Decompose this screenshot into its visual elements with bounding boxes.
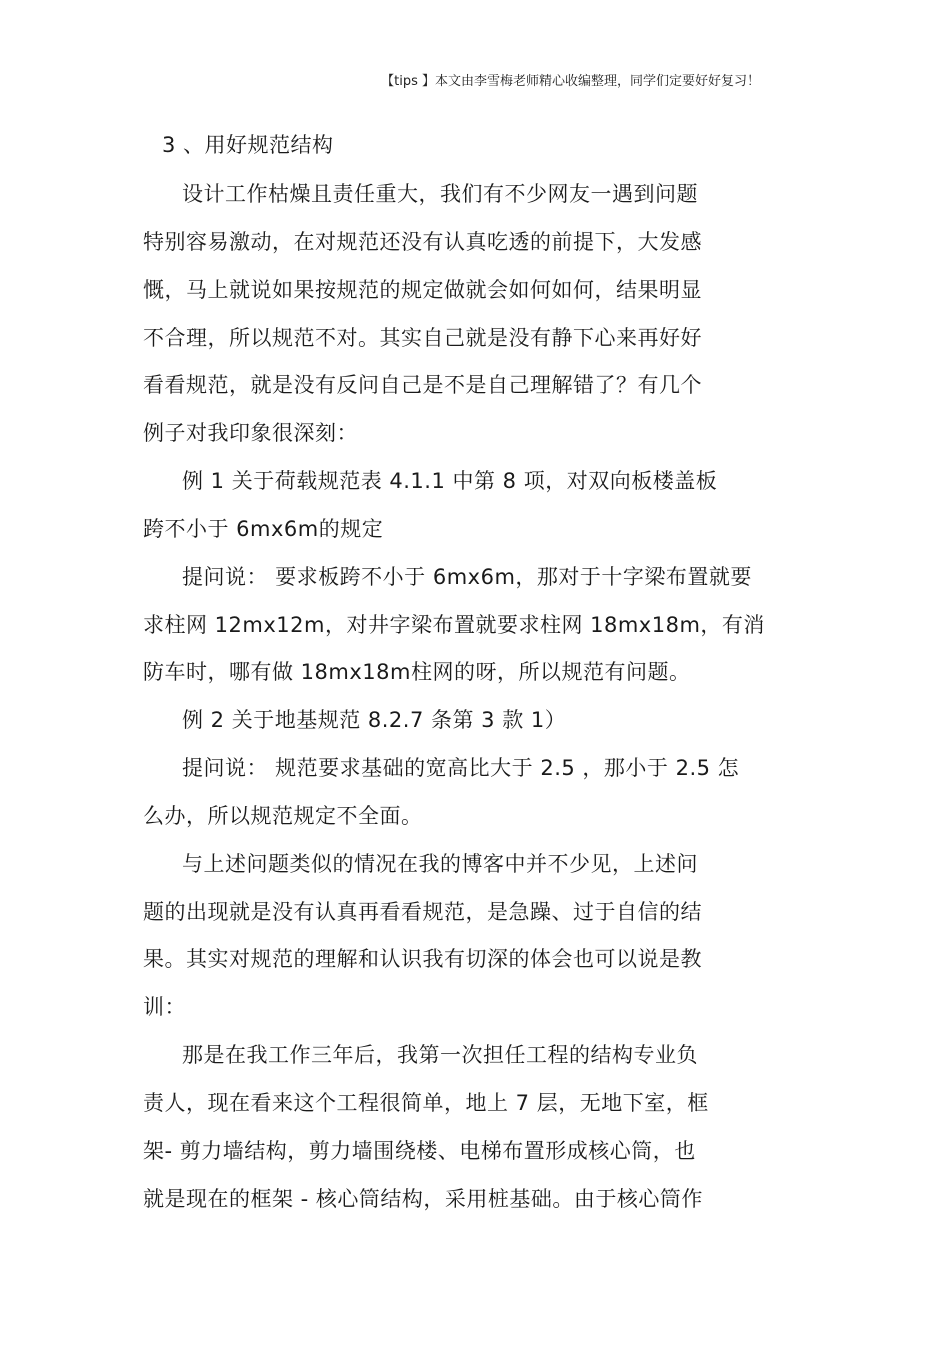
body-line: 防车时，哪有做 18mx18m柱网的呀，所以规范有问题。 (143, 660, 691, 684)
body-line: 架- 剪力墙结构，剪力墙围绕楼、电梯布置形成核心筒，也 (143, 1139, 696, 1163)
body-line: 看看规范，就是没有反问自己是不是自己理解错了？有几个 (143, 373, 702, 397)
section-heading: 3 、用好规范结构 (162, 133, 334, 157)
body-line: 跨不小于 6mx6m的规定 (143, 517, 384, 541)
body-line: 例 2 关于地基规范 8.2.7 条第 3 款 1） (182, 708, 567, 732)
body-line: 不合理，所以规范不对。其实自己就是没有静下心来再好好 (143, 326, 702, 350)
body-line: 那是在我工作三年后，我第一次担任工程的结构专业负 (182, 1043, 698, 1067)
body-line: 慨，马上就说如果按规范的规定做就会如何如何，结果明显 (143, 278, 702, 302)
body-line: 就是现在的框架 - 核心筒结构，采用桩基础。由于核心筒作 (143, 1187, 703, 1211)
body-line: 与上述问题类似的情况在我的博客中并不少见，上述问 (182, 852, 698, 876)
body-line: 提问说： 要求板跨不小于 6mx6m，那对于十字梁布置就要 (182, 565, 752, 589)
body-line: 例子对我印象很深刻： (143, 421, 358, 445)
body-line: 设计工作枯燥且责任重大，我们有不少网友一遇到问题 (182, 182, 698, 206)
body-line: 求柱网 12mx12m，对井字梁布置就要求柱网 18mx18m，有消 (143, 613, 765, 637)
header-note: 【tips 】本文由李雪梅老师精心收编整理，同学们定要好好复习！ (381, 74, 760, 89)
body-line: 例 1 关于荷载规范表 4.1.1 中第 8 项，对双向板楼盖板 (182, 469, 718, 493)
body-line: 训： (143, 995, 186, 1019)
body-line: 么办，所以规范规定不全面。 (143, 804, 423, 828)
body-line: 责人，现在看来这个工程很简单，地上 7 层，无地下室，框 (143, 1091, 709, 1115)
body-line: 提问说： 规范要求基础的宽高比大于 2.5 ，那小于 2.5 怎 (182, 756, 740, 780)
body-line: 题的出现就是没有认真再看看规范，是急躁、过于自信的结 (143, 900, 702, 924)
body-line: 果。其实对规范的理解和认识我有切深的体会也可以说是教 (143, 947, 702, 971)
body-line: 特别容易激动，在对规范还没有认真吃透的前提下，大发感 (143, 230, 702, 254)
